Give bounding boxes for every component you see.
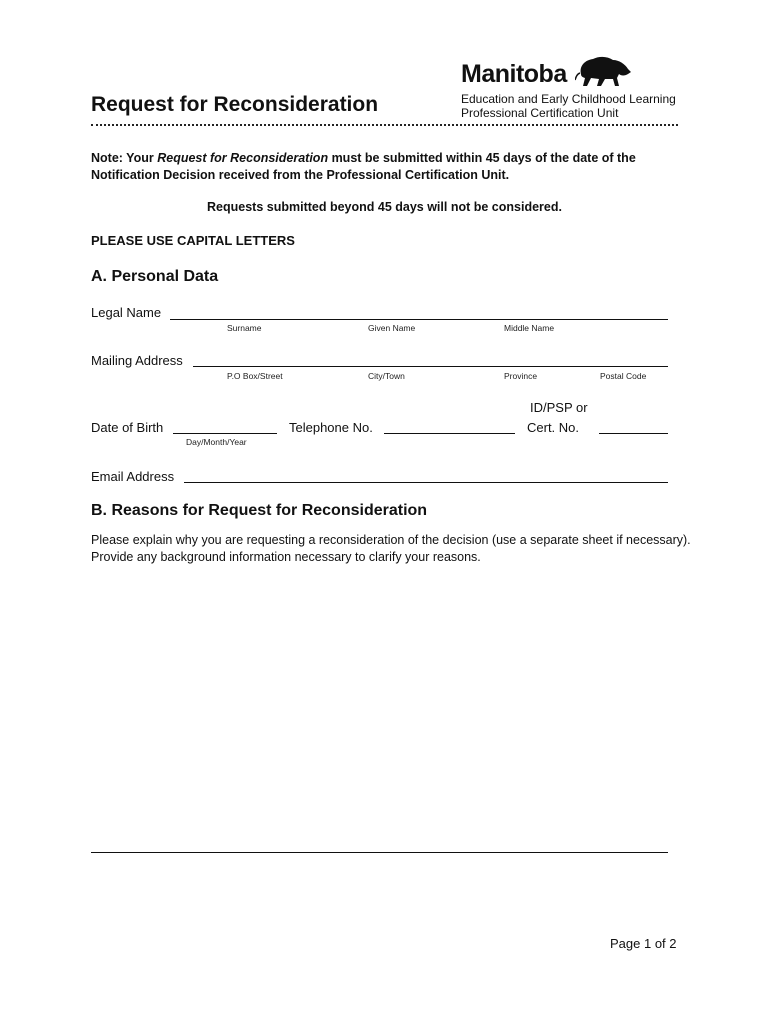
reasons-bottom-line: [91, 852, 668, 853]
email-label: Email Address: [91, 469, 175, 484]
logo-department: Education and Early Childhood Learning: [461, 92, 676, 106]
logo-unit: Professional Certification Unit: [461, 106, 619, 120]
section-b-heading: B. Reasons for Request for Reconsideration: [91, 502, 428, 519]
reasons-instructions: Please explain why you are requesting a reconsideration of the decision (use a separate sheet if necessary). Provide any background information necessary to clarify your reasons.: [91, 533, 691, 564]
mailing-address-label: Mailing Address: [91, 353, 183, 368]
deadline-warning: Requests submitted beyond 45 days will not be considered.: [207, 200, 562, 214]
given-name-hint: Given Name: [368, 323, 416, 333]
page-number: Page 1 of 2: [610, 936, 677, 951]
mailing-address-field[interactable]: [193, 366, 668, 367]
po-box-hint: P.O Box/Street: [227, 371, 283, 381]
surname-hint: Surname: [227, 323, 262, 333]
submission-note: Note: Your Request for Reconsideration must be submitted within 45 days of the date of the Notification Decision received from the Professional Certification Unit.: [91, 151, 636, 182]
dob-hint: Day/Month/Year: [186, 437, 247, 447]
middle-name-hint: Middle Name: [504, 323, 555, 333]
reasons-text-area[interactable]: [91, 572, 668, 850]
logo-wordmark: Manitoba: [461, 60, 567, 88]
email-field[interactable]: [184, 482, 668, 483]
legal-name-label: Legal Name: [91, 305, 162, 320]
cert-number-field[interactable]: [599, 433, 668, 434]
dotted-divider: [91, 124, 678, 126]
id-label-line2: Cert. No.: [527, 420, 580, 435]
city-hint: City/Town: [368, 371, 405, 381]
bison-icon: [575, 54, 633, 88]
province-hint: Province: [504, 371, 538, 381]
manitoba-logo: [461, 52, 681, 122]
telephone-label: Telephone No.: [289, 420, 373, 435]
postal-code-hint: Postal Code: [600, 371, 647, 381]
capitals-instruction: PLEASE USE CAPITAL LETTERS: [91, 233, 295, 248]
dob-label: Date of Birth: [91, 420, 164, 435]
id-label-line1: ID/PSP or: [530, 400, 588, 415]
legal-name-field[interactable]: [170, 319, 668, 320]
telephone-field[interactable]: [384, 433, 515, 434]
page-title: Request for Reconsideration: [91, 93, 379, 116]
section-a-heading: A. Personal Data: [91, 268, 219, 285]
note-italic: Request for Reconsideration: [157, 151, 329, 165]
dob-field[interactable]: [173, 433, 277, 434]
